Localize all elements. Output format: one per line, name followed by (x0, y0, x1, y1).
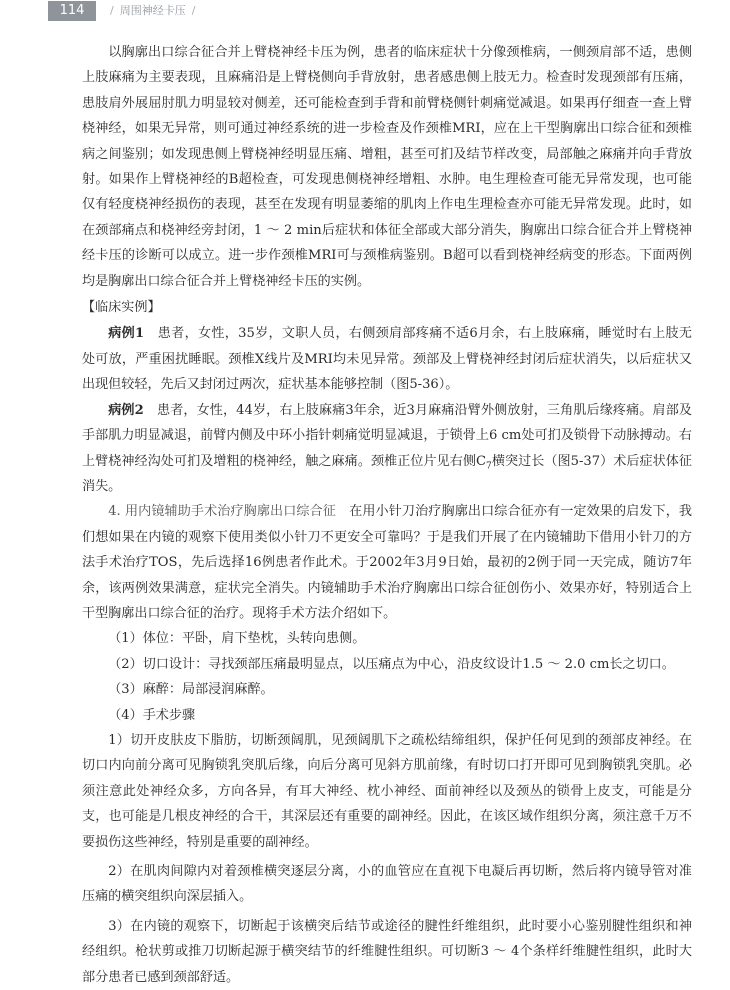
page-body (82, 40, 692, 990)
step-1: 1）切开皮肤皮下脂肪，切断颈阔肌，见颈阔肌下之疏松结缔组织，保护任何见到的颈部皮神经。在切口内向前分离可见胸锁乳突肌后缘，向后分离可见斜方肌前缘，有时切口打开即可见到胸锁乳突肌。必须注意此处神经众多，方向各异，有耳大神经、枕小神经、面前神经以及颈丛的锁骨上皮支，可能是分支，也可能是几根皮神经的合干，其深层还有重要的副神经。因此，在该区域作组织分离，须注意千万不要损伤这些神经，特别是重要的副神经。 (82, 732, 692, 850)
section4-paragraph (82, 499, 692, 626)
case2-paragraph (82, 398, 692, 500)
section4-text: 在用小针刀治疗胸廓出口综合征亦有一定效果的启发下，我们想如果在内镜的观察下使用类似小针刀不更安全可靠吗？于是我们开展了在内镜辅助下借用小针刀的方法手术治疗TOS，先后选择16例患者作此术。于2002年3月9日始，最初的2例于同一天完成，随访7年余，该两例效果满意，症状完全消失。内镜辅助手术治疗胸廓出口综合征创伤小、效果亦好，特别适合上干型胸廓出口综合征的治疗。现将手术方法介绍如下。 (82, 504, 693, 621)
step-3: 3）在内镜的观察下，切断起于该横突后结节或途径的腱性纤维组织，此时要小心鉴别腱性组织和神经组织。枪状剪或推刀切断起源于横突结节的纤维腱性组织。可切断3 ～ 4个条样纤维腱性组织，此时大部分患者已感到颈部舒适。 (82, 918, 692, 985)
intro-paragraph: 以胸廓出口综合征合并上臂桡神经卡压为例，患者的临床症状十分像颈椎病，一侧颈肩部不适，患侧上肢麻痛为主要表现，且麻痛沿是上臂桡侧向手背放射，患者感患侧上肢无力。检查时发现颈部有压痛，患肢肩外展屈肘肌力明显较对侧差，还可能检查到手背和前臂桡侧针刺痛觉减退。如果再仔细查一查上臂桡神经，如果无异常，则可通过神经系统的进一步检查及作颈椎MRI，应在上干型胸廓出口综合征和颈椎病之间鉴别；如发现患侧上臂桡神经明显压痛、增粗，甚至可扪及结节样改变，局部触之麻痛并向手背放射。如果作上臂桡神经的B超检查，可发现患侧桡神经增粗、水肿。电生理检查可能无异常发现，也可能仅有轻度桡神经损伤的表现，甚至在发现有明显萎缩的肌肉上作电生理检查亦可能无异常发现。此时，如在颈部痛点和桡神经旁封闭，1 ～ 2 min后症状和体征全部或大部分消失，胸廓出口综合征合并上臂桡神经卡压的诊断可以成立。进一步作颈椎MRI可与颈椎病鉴别。B超可以看到桡神经病变的形态。下面两例均是胸廓出口综合征合并上臂桡神经卡压的实例。 (82, 45, 692, 289)
case1-paragraph (82, 321, 692, 397)
item-position: （1）体位：平卧，肩下垫枕，头转向患侧。 (108, 631, 366, 647)
case2-subscript: 7 (486, 461, 492, 472)
section4-heading: 4. 用内镜辅助手术治疗胸廓出口综合征 (108, 504, 336, 520)
case2-label: 病例2 (108, 402, 144, 418)
case2-text-a: 患者，女性，44岁，右上肢麻痛3年余，近3月麻痛沿臂外侧放射，三角肌后缘疼痛。肩部及手部肌力明显减退，前臂内侧及中环小指针刺痛觉明显减退，于锁骨上6 cm处可扪及锁骨下动脉搏动。右上臂桡神经沟处可扪及增粗的桡神经，触之麻痛。颈椎正位片见右侧C (82, 402, 692, 469)
running-title: 周围神经卡压 (119, 4, 186, 17)
page-number: 114 (48, 1, 96, 21)
item-incision: （2）切口设计：寻找颈部压痛最明显点，以压痛点为中心，沿皮纹设计1.5 ～ 2.0 cm长之切口。 (108, 656, 675, 672)
clinical-cases-tag: 【临床实例】 (82, 300, 161, 316)
step-2: 2）在肌肉间隙内对着颈椎横突逐层分离，小的血管应在直视下电凝后再切断，然后将内镜导管对准压痛的横突组织向深层插入。 (82, 864, 692, 905)
case1-label: 病例1 (108, 326, 145, 342)
item-steps: （4）手术步骤 (108, 707, 196, 723)
page-header (0, 0, 730, 24)
case1-text: 患者，女性，35岁，文职人员，右侧颈肩部疼痛不适6月余，右上肢麻痛，睡觉时右上肢无处可放，严重困扰睡眠。颈椎X线片及MRI均未见异常。颈部及上臂桡神经封闭后症状消失，以后症状又出现但较轻，先后又封闭过两次，症状基本能够控制（图5-36）。 (82, 326, 692, 393)
case2-text-b: 横突过长（图5-37）术后症状体征消失。 (82, 453, 692, 494)
running-head: / 周围神经卡压 / (110, 4, 196, 17)
item-anesthesia: （3）麻醉：局部浸润麻醉。 (108, 682, 274, 698)
